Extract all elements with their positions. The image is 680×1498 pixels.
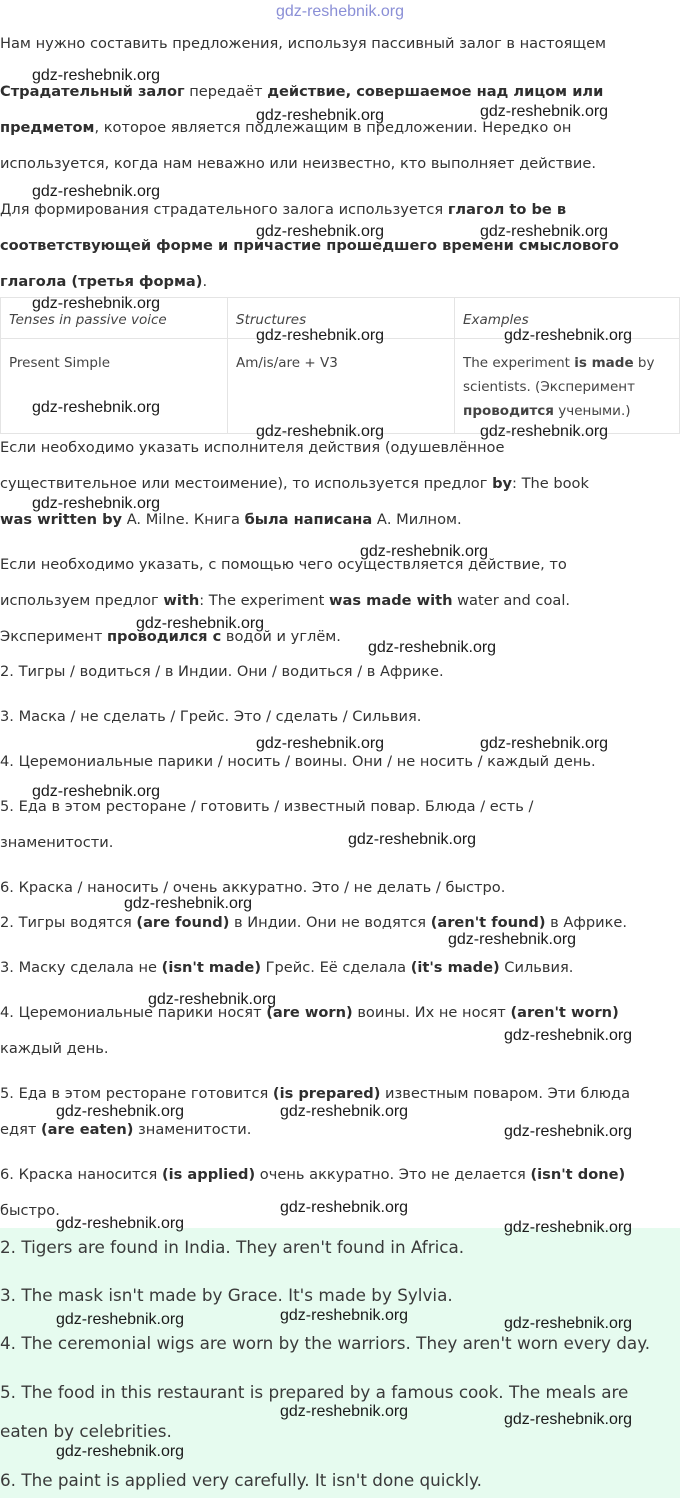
watermark: gdz-reshebnik.org [256, 423, 385, 440]
formation-rule-cont [0, 228, 680, 264]
task-item: 4. Церемониальные парики / носить / воины. Они / не носить / каждый день. [0, 753, 596, 770]
text: едят [0, 1121, 41, 1138]
watermark: gdz-reshebnik.org [280, 1403, 409, 1420]
site-name-header: gdz-reshebnik.org [275, 3, 405, 20]
text-bold: (aren't found) [430, 914, 546, 931]
header-structures: Structures [228, 298, 455, 339]
task-item: 3. Маска / не сделать / Грейс. Это / сделать / Сильвия. [0, 708, 422, 725]
watermark: gdz-reshebnik.org [504, 1219, 633, 1236]
answer-en-3: 3. The mask isn't made by Grace. It's made by Sylvia. [0, 1285, 453, 1305]
answer-ru-6 [0, 1157, 680, 1193]
text-bold: is made [574, 355, 634, 371]
answer-en-4: 4. The ceremonial wigs are worn by the warriors. They aren't worn every day. [0, 1333, 651, 1353]
answer-ru-2 [0, 905, 680, 941]
passive-definition [0, 74, 680, 110]
answer-en-5-cont: eaten by celebrities. [0, 1421, 172, 1441]
answer-ru-4 [0, 995, 680, 1031]
cell-tense: Present Simple [1, 339, 228, 434]
text: Для формирования страдательного залога используется [0, 201, 448, 218]
text-bold: (aren't worn) [510, 1004, 619, 1021]
text: 3. Маску сделала не [0, 959, 162, 976]
watermark: gdz-reshebnik.org [448, 931, 577, 948]
text: The experiment [463, 355, 575, 371]
term-participle: соответствующей форме и причастие прошедшего времени смыслового [0, 237, 619, 254]
text: Эксперимент [0, 628, 107, 645]
passive-definition-cont2: используется, когда нам неважно или неизвестно, кто выполняет действие. [0, 155, 596, 172]
answer-ru-5-cont [0, 1112, 680, 1148]
formation-rule-cont2 [0, 264, 680, 300]
text: Сильвия. [499, 959, 574, 976]
watermark: gdz-reshebnik.org [256, 223, 385, 240]
answer-ru-5 [0, 1076, 680, 1112]
header-examples: Examples [455, 298, 680, 339]
task-item: 6. Краска / наносить / очень аккуратно. Это / не делать / быстро. [0, 879, 506, 896]
watermark: gdz-reshebnik.org [480, 223, 609, 240]
text: 6. Краска наносится [0, 1166, 162, 1183]
with-note-cont [0, 583, 680, 619]
watermark: gdz-reshebnik.org [504, 1411, 633, 1428]
answer-en-5: 5. The food in this restaurant is prepared by a famous cook. The meals are [0, 1382, 629, 1402]
text: учеными.) [553, 403, 631, 419]
intro-line: Нам нужно составить предложения, используя пассивный залог в настоящем [0, 35, 607, 52]
text: : The experiment [199, 592, 330, 609]
text: by scientists. (Эксперимент [463, 355, 655, 395]
text: : The book [512, 475, 589, 492]
by-note: Если необходимо указать исполнителя действия (одушевлённое [0, 439, 505, 456]
with-note-example [0, 619, 680, 655]
watermark: gdz-reshebnik.org [148, 991, 277, 1008]
watermark: gdz-reshebnik.org [360, 543, 489, 560]
watermark: gdz-reshebnik.org [348, 831, 477, 848]
answer-en-6: 6. The paint is applied very carefully. It isn't done quickly. [0, 1470, 482, 1490]
text: существительное или местоимение), то используется предлог [0, 475, 493, 492]
text: передаёт [184, 83, 268, 100]
text: A. Milne. Книга [122, 511, 245, 528]
term-object: предметом [0, 119, 95, 136]
text: в Индии. Они не водятся [229, 914, 431, 931]
table-row [1, 339, 680, 434]
text-bold: (is prepared) [272, 1085, 381, 1102]
answer-ru-6-cont: быстро. [0, 1202, 60, 1219]
cell-structure: Am/is/are + V3 [228, 339, 455, 434]
text: в Африке. [545, 914, 628, 931]
watermark: gdz-reshebnik.org [136, 615, 265, 632]
text: 2. Тигры водятся [0, 914, 137, 931]
watermark: gdz-reshebnik.org [32, 399, 161, 416]
formation-rule [0, 192, 680, 228]
watermark: gdz-reshebnik.org [480, 423, 609, 440]
watermark: gdz-reshebnik.org [504, 1315, 633, 1332]
text-bold: (isn't done) [530, 1166, 626, 1183]
text: А. Милном. [372, 511, 462, 528]
watermark: gdz-reshebnik.org [32, 495, 161, 512]
watermark: gdz-reshebnik.org [56, 1311, 185, 1328]
text: очень аккуратно. Это не делается [255, 1166, 531, 1183]
watermark: gdz-reshebnik.org [124, 895, 253, 912]
watermark: gdz-reshebnik.org [256, 107, 385, 124]
by-note-cont [0, 466, 680, 502]
text-bold: (it's made) [410, 959, 500, 976]
text: водой и углём. [221, 628, 341, 645]
text-bold: (are found) [136, 914, 230, 931]
text: воины. Их не носят [352, 1004, 511, 1021]
passive-definition-cont [0, 110, 680, 146]
text-bold: проводился с [106, 628, 222, 645]
watermark: gdz-reshebnik.org [256, 735, 385, 752]
watermark: gdz-reshebnik.org [280, 1199, 409, 1216]
header-tenses: Tenses in passive voice [1, 298, 228, 339]
task-item: 2. Тигры / водиться / в Индии. Они / водиться / в Африке. [0, 663, 444, 680]
answer-en-2: 2. Tigers are found in India. They aren't found in Africa. [0, 1237, 465, 1257]
watermark: gdz-reshebnik.org [504, 1123, 633, 1140]
term-action: действие, совершаемое над лицом или [267, 83, 604, 100]
watermark: gdz-reshebnik.org [32, 295, 161, 312]
watermark: gdz-reshebnik.org [280, 1307, 409, 1324]
term-third-form: глагола (третья форма) [0, 273, 203, 290]
watermark: gdz-reshebnik.org [56, 1103, 185, 1120]
text: используем предлог [0, 592, 164, 609]
text-bold: (are worn) [266, 1004, 353, 1021]
text: water and coal. [452, 592, 571, 609]
text-bold: проводится [463, 403, 554, 419]
passive-voice-table [0, 297, 680, 434]
text-bold: (is applied) [161, 1166, 256, 1183]
watermark: gdz-reshebnik.org [480, 735, 609, 752]
watermark: gdz-reshebnik.org [256, 327, 385, 344]
watermark: gdz-reshebnik.org [32, 783, 161, 800]
watermark: gdz-reshebnik.org [504, 1027, 633, 1044]
watermark: gdz-reshebnik.org [56, 1215, 185, 1232]
text-bold: была написана [244, 511, 373, 528]
text: известным поваром. Эти блюда [380, 1085, 631, 1102]
watermark: gdz-reshebnik.org [504, 327, 633, 344]
task-item-cont: знаменитости. [0, 834, 114, 851]
text: Грейс. Её сделала [261, 959, 411, 976]
text-bold: (are eaten) [41, 1121, 134, 1138]
table-header-row [1, 298, 680, 339]
term-by: by [492, 475, 513, 492]
watermark: gdz-reshebnik.org [56, 1443, 185, 1460]
watermark: gdz-reshebnik.org [480, 103, 609, 120]
text-bold: (isn't made) [161, 959, 261, 976]
text-bold: was written by [0, 511, 123, 528]
text: знаменитости. [133, 1121, 252, 1138]
term-with: with [163, 592, 200, 609]
text: , которое является подлежащим в предложении. Нередко он [94, 119, 572, 136]
watermark: gdz-reshebnik.org [32, 67, 161, 84]
answer-ru-4-cont: каждый день. [0, 1040, 109, 1057]
cell-example [455, 339, 680, 434]
text: 5. Еда в этом ресторане готовится [0, 1085, 273, 1102]
by-note-example [0, 502, 680, 538]
watermark: gdz-reshebnik.org [32, 183, 161, 200]
term-to-be: глагол to be в [447, 201, 567, 218]
text-bold: was made with [329, 592, 453, 609]
term-passive: Страдательный залог [0, 83, 185, 100]
task-item: 5. Еда в этом ресторане / готовить / известный повар. Блюда / есть / [0, 798, 534, 815]
text: . [202, 273, 208, 290]
with-note: Если необходимо указать, с помощью чего осуществляется действие, то [0, 556, 567, 573]
watermark: gdz-reshebnik.org [280, 1103, 409, 1120]
text: 4. Церемониальные парики носят [0, 1004, 267, 1021]
watermark: gdz-reshebnik.org [368, 639, 497, 656]
answer-ru-3 [0, 950, 680, 986]
answer-panel [0, 1228, 680, 1498]
